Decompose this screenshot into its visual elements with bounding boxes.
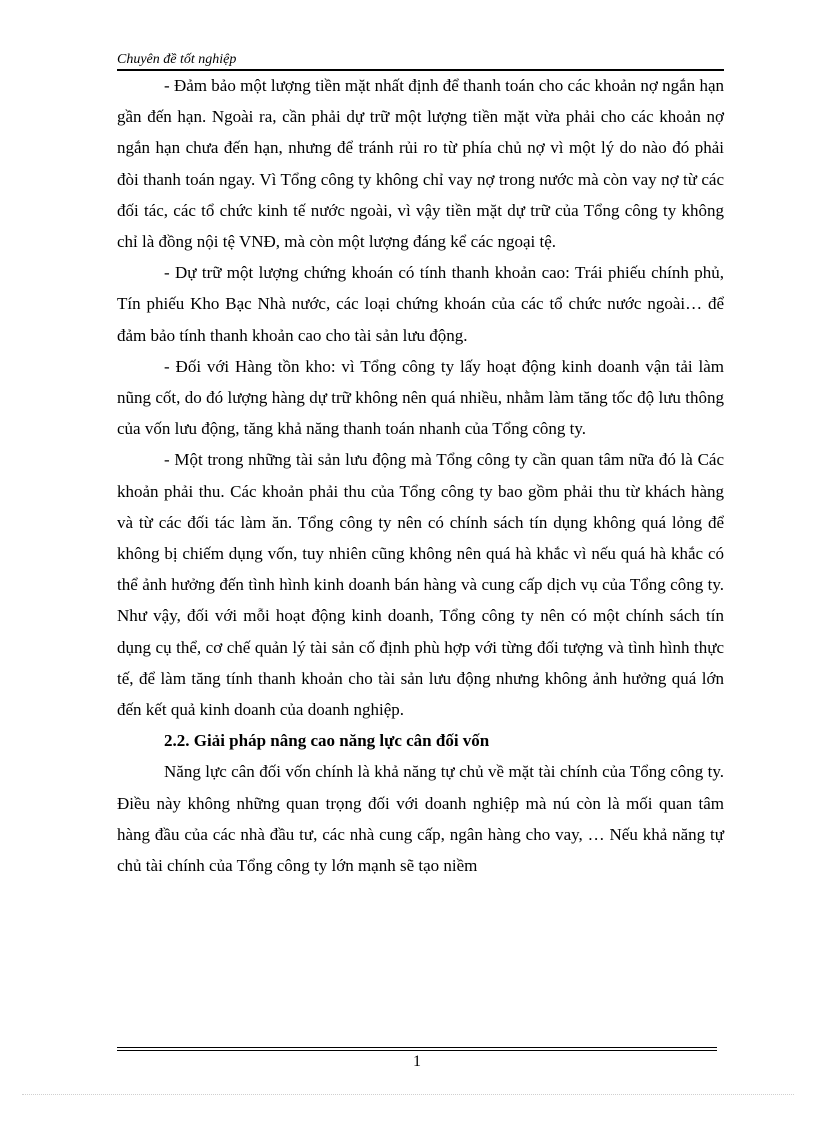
- section-heading: 2.2. Giải pháp nâng cao năng lực cân đối vốn: [164, 731, 490, 751]
- paragraph-receivables: - Một trong những tài sản lưu động mà Tổng công ty cần quan tâm nữa đó là Các khoản phải thu. Các khoản phải thu của Tổng công ty bao gồm phải thu từ khách hàng và từ các đối tác làm ăn. Tổng công ty nên có chính sách tín dụng không quá lỏng để không bị chiếm dụng vốn, tuy nhiên cũng không nên quá hà khắc vì nếu quá hà khắc có thể ảnh hưởng đến tình hình kinh doanh bán hàng và cung cấp dịch vụ của Tổng công ty. Như vậy, đối với mỗi hoạt động kinh doanh, Tổng công ty nên có một chính sách tín dụng cụ thể, cơ chế quản lý tài sản cố định phù hợp với từng đối tượng và tình hình thực tế, để làm tăng tính thanh khoản cho tài sản lưu động nhưng không ảnh hưởng quá lớn đến kết quả kinh doanh của doanh nghiệp.: [117, 450, 724, 720]
- header-title: Chuyên đề tốt nghiệp: [117, 52, 237, 67]
- page-number: 1: [413, 1053, 421, 1070]
- footer-rule-top: [117, 1047, 717, 1048]
- paragraph-securities-reserve: - Dự trữ một lượng chứng khoán có tính thanh khoản cao: Trái phiếu chính phủ, Tín phiếu Kho Bạc Nhà nước, các loại chứng khoán của các tổ chức nước ngoài… để đảm bảo tính thanh khoản cao cho tài sản lưu động.: [117, 263, 724, 345]
- document-body: [117, 70, 724, 881]
- footer-rule-bottom: [117, 1050, 717, 1051]
- page-bottom-dotted-edge: [22, 1094, 794, 1095]
- paragraph-capital-balance: Năng lực cân đối vốn chính là khả năng tự chủ về mặt tài chính của Tổng công ty. Điều này không những quan trọng đối với doanh nghiệp mà nú còn là mối quan tâm hàng đầu của các nhà đầu tư, các nhà cung cấp, ngân hàng cho vay, … Nếu khả năng tự chủ tài chính của Tổng công ty lớn mạnh sẽ tạo niềm: [117, 762, 724, 876]
- paragraph-inventory: - Đối với Hàng tồn kho: vì Tổng công ty lấy hoạt động kinh doanh vận tải làm nũng cốt, do đó lượng hàng dự trữ không nên quá nhiều, nhằm làm tăng tốc độ lưu thông của vốn lưu động, tăng khả năng thanh toán nhanh của Tổng công ty.: [117, 356, 724, 439]
- paragraph-cash-reserve: - Đảm bảo một lượng tiền mặt nhất định để thanh toán cho các khoản nợ ngắn hạn gần đến hạn. Ngoài ra, cần phải dự trữ một lượng tiền mặt vừa phải cho các khoản nợ ngắn hạn chưa đến hạn, nhưng để tránh rủi ro từ phía chủ nợ vì một lý do nào đó phải đòi thanh toán ngay. Vì Tổng công ty không chỉ vay nợ trong nước mà còn vay nợ từ các đối tác, các tổ chức kinh tế nước ngoài, vì vậy tiền mặt dự trữ của Tổng công ty không chỉ là đồng nội tệ VNĐ, mà còn một lượng đáng kể các ngoại tệ.: [117, 76, 724, 252]
- page-header: [117, 49, 724, 71]
